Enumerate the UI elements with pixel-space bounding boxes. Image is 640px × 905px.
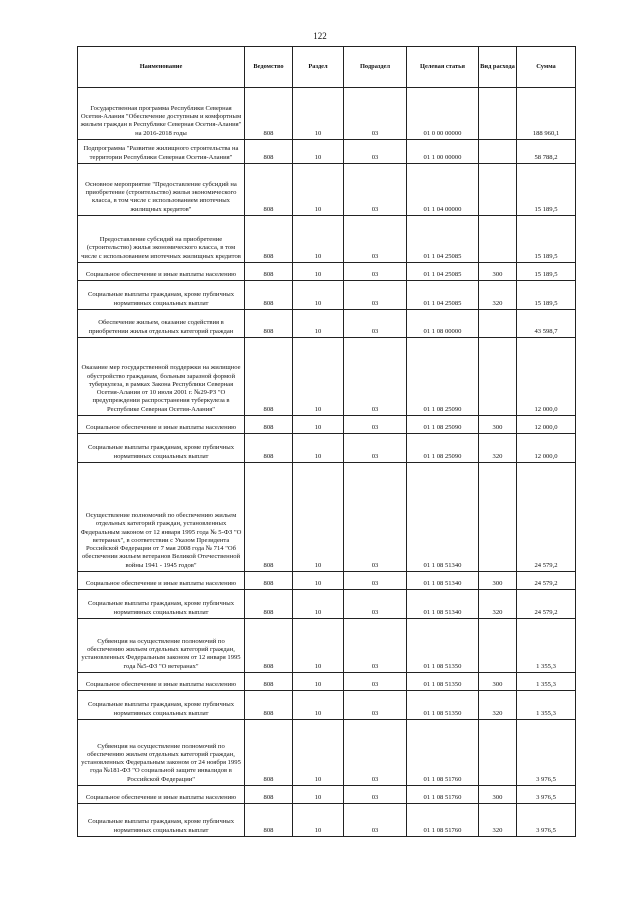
row-expense-type: 300 [479, 263, 517, 281]
row-sum: 3 976,5 [517, 804, 576, 837]
table-row [78, 691, 576, 720]
row-name: Подпрограмма "Развитие жилищного строительства на территории Республики Северная Осетия-Алания" [78, 140, 245, 164]
row-expense-type [479, 463, 517, 572]
row-subsection: 03 [344, 263, 407, 281]
row-department: 808 [245, 619, 293, 673]
row-target-article: 01 1 08 51350 [407, 691, 479, 720]
table-row [78, 590, 576, 619]
row-name: Социальное обеспечение и иные выплаты населению [78, 263, 245, 281]
row-subsection: 03 [344, 216, 407, 263]
row-subsection: 03 [344, 619, 407, 673]
row-sum: 12 000,0 [517, 434, 576, 463]
row-target-article: 01 1 08 51340 [407, 590, 479, 619]
row-target-article: 01 1 00 00000 [407, 140, 479, 164]
row-name: Социальное обеспечение и иные выплаты населению [78, 416, 245, 434]
row-section: 10 [293, 572, 344, 590]
row-expense-type [479, 619, 517, 673]
row-expense-type [479, 88, 517, 140]
row-section: 10 [293, 140, 344, 164]
row-target-article: 01 1 08 00000 [407, 310, 479, 338]
row-subsection: 03 [344, 804, 407, 837]
row-expense-type: 320 [479, 590, 517, 619]
row-subsection: 03 [344, 310, 407, 338]
row-department: 808 [245, 338, 293, 416]
row-target-article: 01 1 04 00000 [407, 164, 479, 216]
row-expense-type: 320 [479, 691, 517, 720]
row-section: 10 [293, 673, 344, 691]
budget-table [77, 46, 576, 837]
row-sum: 15 189,5 [517, 164, 576, 216]
row-target-article: 01 1 08 51340 [407, 572, 479, 590]
row-section: 10 [293, 281, 344, 310]
table-row [78, 463, 576, 572]
row-section: 10 [293, 164, 344, 216]
row-department: 808 [245, 572, 293, 590]
row-target-article: 01 1 08 25090 [407, 434, 479, 463]
header-target-article: Целевая статья [407, 47, 479, 88]
row-subsection: 03 [344, 691, 407, 720]
row-target-article: 01 1 04 25085 [407, 281, 479, 310]
row-sum: 24 579,2 [517, 463, 576, 572]
table-row [78, 619, 576, 673]
row-target-article: 01 1 08 51350 [407, 619, 479, 673]
row-target-article: 01 0 00 00000 [407, 88, 479, 140]
row-section: 10 [293, 416, 344, 434]
row-sum: 43 598,7 [517, 310, 576, 338]
row-expense-type [479, 720, 517, 786]
row-target-article: 01 1 08 51760 [407, 720, 479, 786]
row-subsection: 03 [344, 720, 407, 786]
row-subsection: 03 [344, 590, 407, 619]
header-section: Раздел [293, 47, 344, 88]
table-header-row [78, 47, 576, 88]
row-expense-type: 320 [479, 434, 517, 463]
row-expense-type [479, 164, 517, 216]
page-number: 122 [313, 31, 327, 41]
header-sum: Сумма [517, 47, 576, 88]
row-target-article: 01 1 08 51760 [407, 804, 479, 837]
row-subsection: 03 [344, 140, 407, 164]
row-department: 808 [245, 140, 293, 164]
row-name: Основное мероприятие "Предоставление субсидий на приобретение (строительство) жилья экономического класса, в том числе с использованием ипотечных жилищных кредитов" [78, 164, 245, 216]
row-department: 808 [245, 673, 293, 691]
table-row [78, 216, 576, 263]
row-subsection: 03 [344, 572, 407, 590]
row-name: Социальное обеспечение и иные выплаты населению [78, 673, 245, 691]
row-name: Субвенция на осуществление полномочий по обеспечению жильем отдельных категорий граждан, установленных Федеральным законом от 24 ноября 1995 года №181-ФЗ "О социальной защите инвалидов в Российской Федерации" [78, 720, 245, 786]
row-section: 10 [293, 590, 344, 619]
row-department: 808 [245, 263, 293, 281]
row-name: Социальные выплаты гражданам, кроме публичных нормативных социальных выплат [78, 691, 245, 720]
table-row [78, 720, 576, 786]
header-department: Ведомство [245, 47, 293, 88]
row-sum: 15 189,5 [517, 281, 576, 310]
row-target-article: 01 1 08 25090 [407, 416, 479, 434]
row-expense-type: 300 [479, 673, 517, 691]
row-name: Социальные выплаты гражданам, кроме публичных нормативных социальных выплат [78, 804, 245, 837]
row-expense-type: 300 [479, 416, 517, 434]
row-name: Субвенция на осуществление полномочий по обеспечению жильем отдельных категорий граждан, установленных Федеральным законом от 12 января 1995 года №5-ФЗ "О ветеранах" [78, 619, 245, 673]
row-subsection: 03 [344, 164, 407, 216]
row-target-article: 01 1 04 25085 [407, 216, 479, 263]
table-row [78, 88, 576, 140]
row-section: 10 [293, 804, 344, 837]
row-name: Социальные выплаты гражданам, кроме публичных нормативных социальных выплат [78, 590, 245, 619]
table-row [78, 164, 576, 216]
row-section: 10 [293, 338, 344, 416]
row-section: 10 [293, 691, 344, 720]
row-name: Социальные выплаты гражданам, кроме публичных нормативных социальных выплат [78, 434, 245, 463]
row-subsection: 03 [344, 673, 407, 691]
row-subsection: 03 [344, 434, 407, 463]
row-department: 808 [245, 590, 293, 619]
table-row [78, 416, 576, 434]
row-sum: 15 189,5 [517, 216, 576, 263]
header-name: Наименование [78, 47, 245, 88]
table-row [78, 673, 576, 691]
row-expense-type [479, 338, 517, 416]
row-department: 808 [245, 720, 293, 786]
row-name: Социальное обеспечение и иные выплаты населению [78, 572, 245, 590]
row-target-article: 01 1 08 51340 [407, 463, 479, 572]
row-subsection: 03 [344, 281, 407, 310]
row-target-article: 01 1 08 51760 [407, 786, 479, 804]
row-target-article: 01 1 08 51350 [407, 673, 479, 691]
row-department: 808 [245, 281, 293, 310]
row-department: 808 [245, 416, 293, 434]
row-section: 10 [293, 786, 344, 804]
row-sum: 15 189,5 [517, 263, 576, 281]
row-expense-type: 320 [479, 804, 517, 837]
row-name: Предоставление субсидий на приобретение (строительство) жилья экономического класса, в том числе с использованием ипотечных жилищных кредитов [78, 216, 245, 263]
row-expense-type [479, 310, 517, 338]
table-row [78, 281, 576, 310]
row-department: 808 [245, 786, 293, 804]
row-department: 808 [245, 164, 293, 216]
row-name: Осуществление полномочий по обеспечению жильем отдельных категорий граждан, установленных Федеральным законом от 12 января 1995 года № 5-ФЗ "О ветеранах", в соответствии с Указом Президента Российской Федерации от 7 мая 2008 года № 714 "Об обеспечении жильем ветеранов Великой Отечественной войны 1941 - 1945 годов" [78, 463, 245, 572]
row-subsection: 03 [344, 338, 407, 416]
row-name: Социальные выплаты гражданам, кроме публичных нормативных социальных выплат [78, 281, 245, 310]
row-subsection: 03 [344, 786, 407, 804]
table-row [78, 434, 576, 463]
row-section: 10 [293, 619, 344, 673]
row-department: 808 [245, 216, 293, 263]
table-row [78, 263, 576, 281]
row-sum: 58 788,2 [517, 140, 576, 164]
row-sum: 188 960,1 [517, 88, 576, 140]
row-expense-type [479, 140, 517, 164]
table-row [78, 786, 576, 804]
row-department: 808 [245, 463, 293, 572]
row-section: 10 [293, 463, 344, 572]
row-sum: 12 000,0 [517, 416, 576, 434]
row-name: Обеспечение жильем, оказание содействия в приобретении жилья отдельных категорий граждан [78, 310, 245, 338]
row-department: 808 [245, 88, 293, 140]
row-sum: 1 355,3 [517, 619, 576, 673]
row-sum: 24 579,2 [517, 572, 576, 590]
row-section: 10 [293, 88, 344, 140]
row-target-article: 01 1 08 25090 [407, 338, 479, 416]
row-sum: 24 579,2 [517, 590, 576, 619]
table-row [78, 310, 576, 338]
row-section: 10 [293, 310, 344, 338]
row-target-article: 01 1 04 25085 [407, 263, 479, 281]
row-department: 808 [245, 434, 293, 463]
row-department: 808 [245, 310, 293, 338]
row-section: 10 [293, 263, 344, 281]
row-subsection: 03 [344, 88, 407, 140]
header-expense-type: Вид расхода [479, 47, 517, 88]
row-expense-type: 320 [479, 281, 517, 310]
table-row [78, 804, 576, 837]
row-section: 10 [293, 216, 344, 263]
row-sum: 1 355,3 [517, 673, 576, 691]
row-subsection: 03 [344, 416, 407, 434]
row-name: Оказание мер государственной поддержки на жилищное обустройство гражданам, больным заразной формой туберкулеза, в рамках Закона Республики Северная Осетия-Алания от 10 июля 2001 г. №29-РЗ "О предупреждении распространения туберкулеза в Республике Северная Осетия-Алания" [78, 338, 245, 416]
row-expense-type: 300 [479, 786, 517, 804]
table-row [78, 140, 576, 164]
table-row [78, 338, 576, 416]
row-section: 10 [293, 434, 344, 463]
row-sum: 1 355,3 [517, 691, 576, 720]
table-row [78, 572, 576, 590]
row-sum: 3 976,5 [517, 720, 576, 786]
row-expense-type: 300 [479, 572, 517, 590]
row-section: 10 [293, 720, 344, 786]
row-department: 808 [245, 804, 293, 837]
row-department: 808 [245, 691, 293, 720]
row-sum: 12 000,0 [517, 338, 576, 416]
row-expense-type [479, 216, 517, 263]
row-sum: 3 976,5 [517, 786, 576, 804]
row-subsection: 03 [344, 463, 407, 572]
header-subsection: Подраздел [344, 47, 407, 88]
row-name: Социальное обеспечение и иные выплаты населению [78, 786, 245, 804]
row-name: Государственная программа Республики Северная Осетия-Алания "Обеспечение доступным и комфортным жильем граждан в Республике Северная Осетия-Алания" на 2016-2018 годы [78, 88, 245, 140]
